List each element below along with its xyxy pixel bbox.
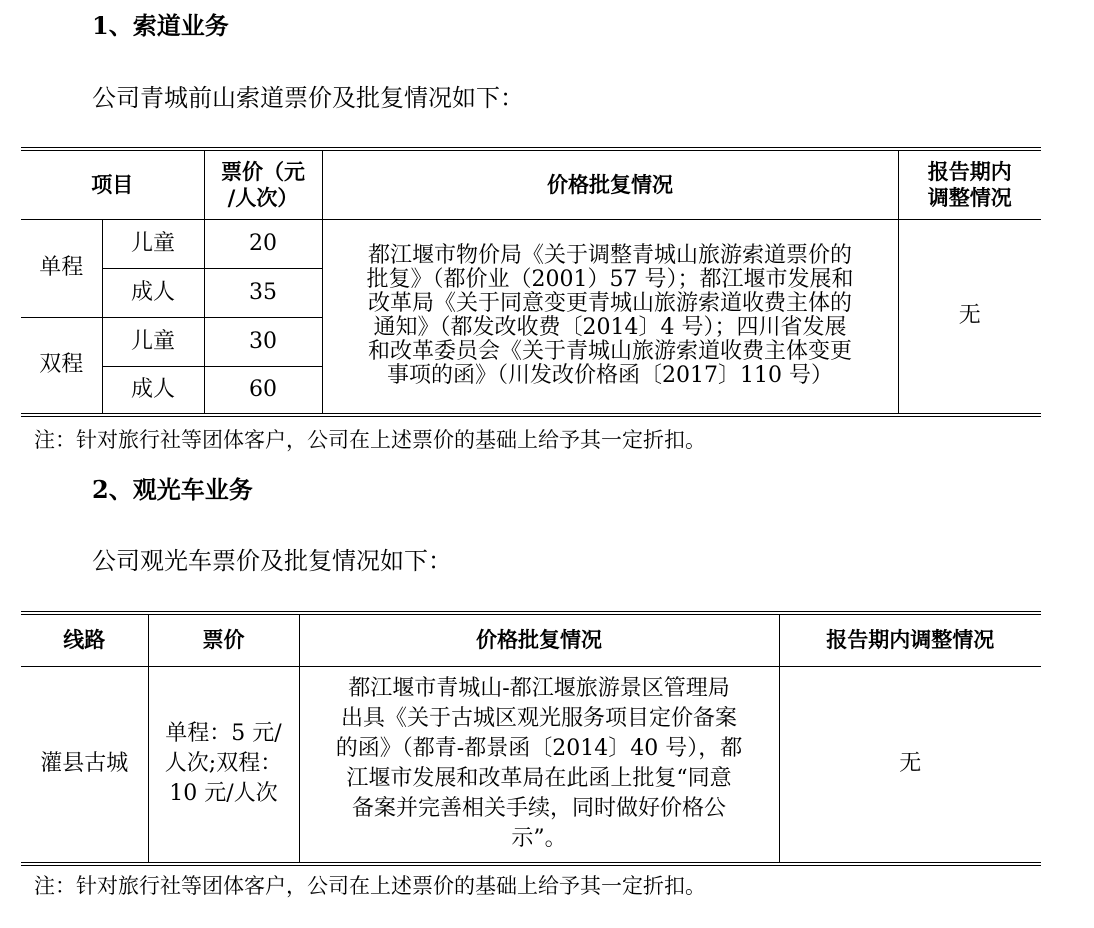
section1-heading: 1、索道业务 (92, 11, 229, 40)
section2-note: 注：针对旅行社等团体客户，公司在上述票价的基础上给予其一定折扣。 (34, 874, 706, 898)
price-cell: 20 (204, 219, 322, 268)
section2-intro: 公司观光车票价及批复情况如下： (92, 547, 452, 575)
cableway-price-table (21, 147, 1041, 417)
approval-cell: 都江堰市物价局《关于调整青城山旅游索道票价的 批复》（都价业（2001）57 号）；都江堰市发展和 改革局《关于同意变更青城山旅游索道收费主体的 通知》（都发改收费〔2014〕4 号）；四川省发展 和改革委员会《关于青城山旅游索道收费主体变更 事项的函》（川发改价格函〔2017〕110 号） (322, 219, 898, 415)
table-header-row (21, 613, 1041, 666)
sightseeing-car-price-table (21, 611, 1041, 866)
header-approval: 价格批复情况 (299, 613, 779, 666)
section1-note: 注：针对旅行社等团体客户，公司在上述票价的基础上给予其一定折扣。 (34, 428, 706, 452)
price-cell: 单程：5 元/ 人次;双程： 10 元/人次 (148, 666, 299, 864)
type-cell: 成人 (102, 268, 204, 317)
table-row (21, 219, 1041, 268)
header-adjust: 报告期内 调整情况 (898, 149, 1041, 219)
approval-cell: 都江堰市青城山-都江堰旅游景区管理局 出具《关于古城区观光服务项目定价备案 的函》（都青-都景函〔2014〕40 号），都 江堰市发展和改革局在此函上批复“同意 备案并完善相关手续，同时做好价格公 示”。 (299, 666, 779, 864)
header-item: 项目 (21, 149, 204, 219)
header-price: 票价 (148, 613, 299, 666)
table-header-row (21, 149, 1041, 219)
route-cell: 灌县古城 (21, 666, 148, 864)
header-adjust: 报告期内调整情况 (779, 613, 1041, 666)
type-cell: 成人 (102, 366, 204, 415)
table-row (21, 666, 1041, 864)
header-route: 线路 (21, 613, 148, 666)
header-approval: 价格批复情况 (322, 149, 898, 219)
adjust-cell: 无 (779, 666, 1041, 864)
section1-intro: 公司青城前山索道票价及批复情况如下： (92, 84, 524, 112)
header-price: 票价（元 /人次） (204, 149, 322, 219)
type-cell: 儿童 (102, 317, 204, 366)
price-cell: 35 (204, 268, 322, 317)
type-cell: 儿童 (102, 219, 204, 268)
price-cell: 30 (204, 317, 322, 366)
adjust-cell: 无 (898, 219, 1041, 415)
group-cell: 单程 (21, 219, 102, 317)
price-cell: 60 (204, 366, 322, 415)
section2-heading: 2、观光车业务 (92, 475, 253, 504)
group-cell: 双程 (21, 317, 102, 415)
